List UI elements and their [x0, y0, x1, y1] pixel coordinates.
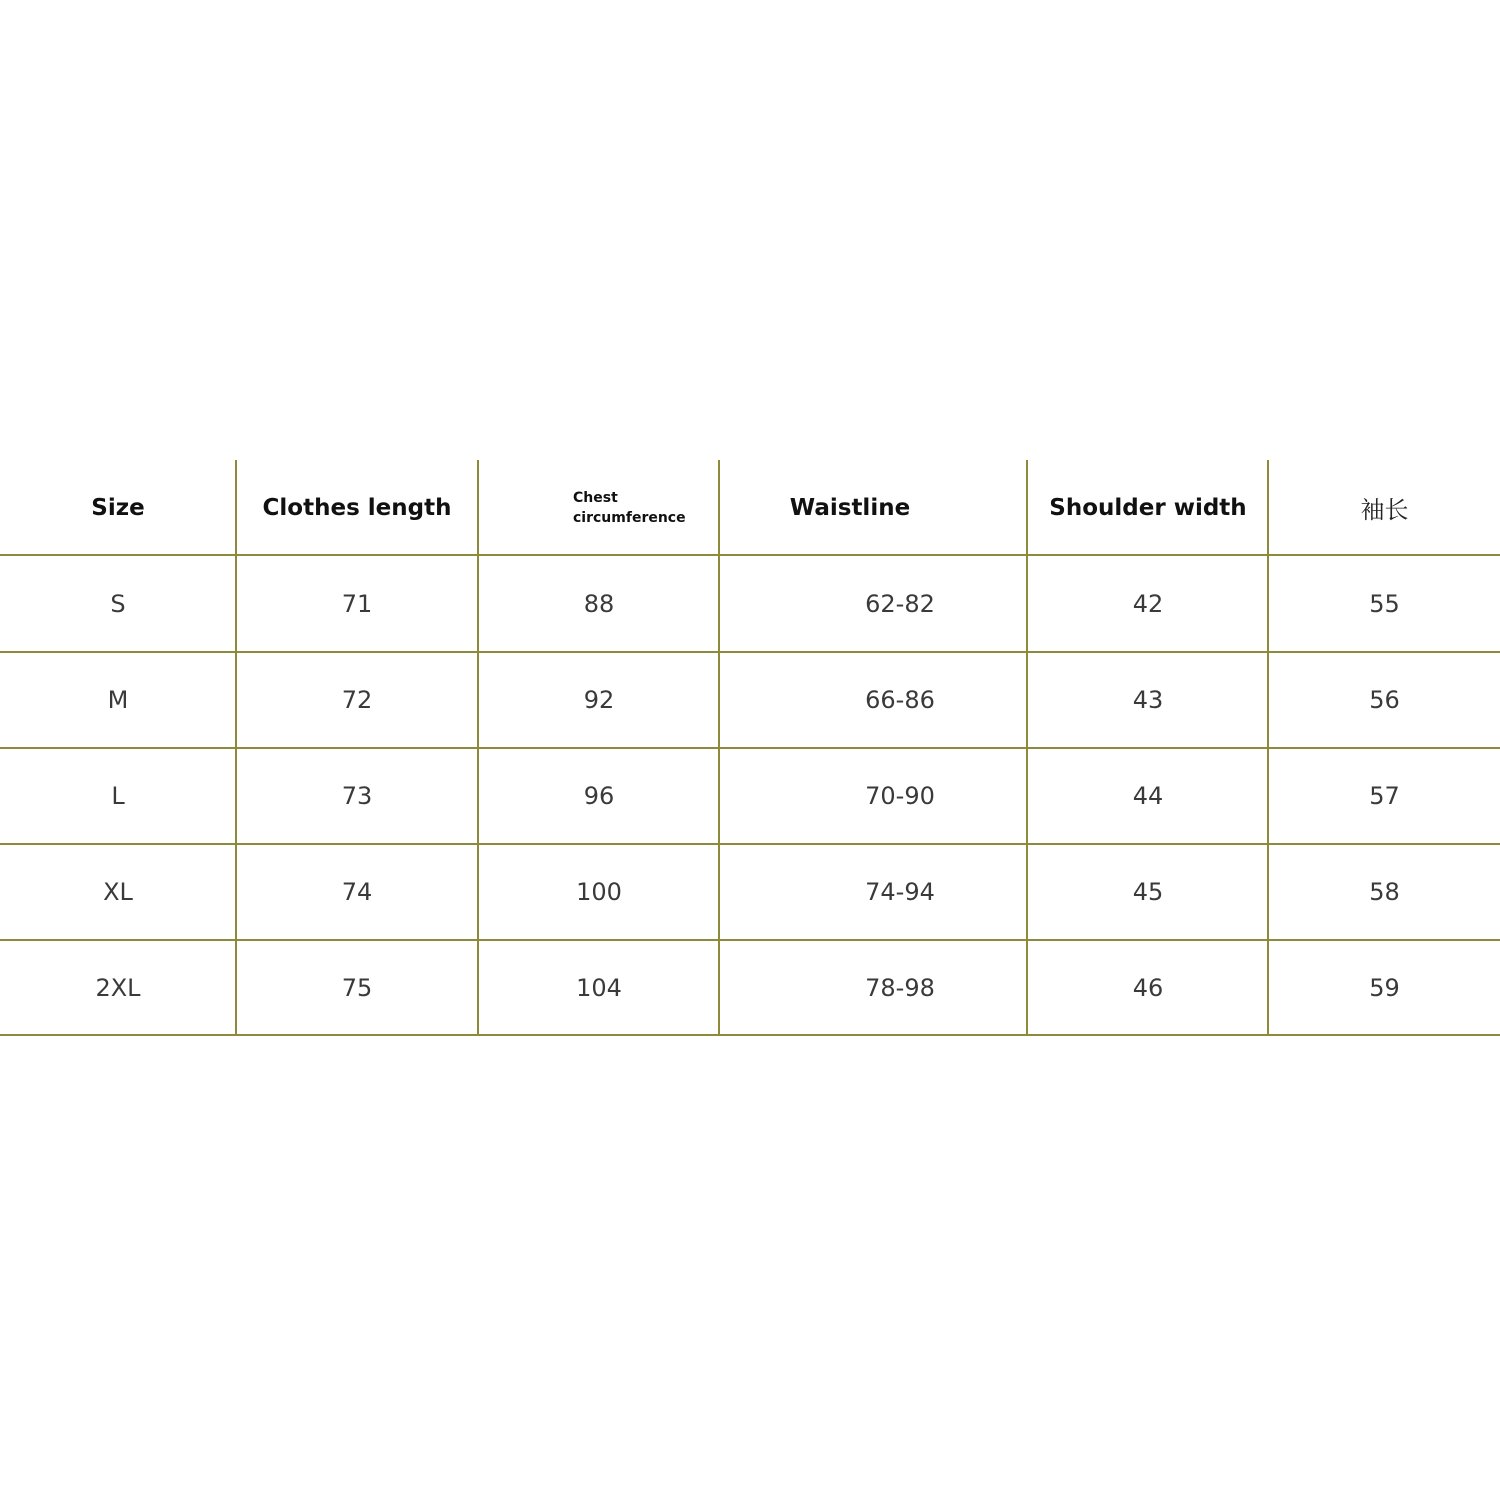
- grid-vline: [1026, 460, 1028, 1036]
- cell-chest: 92: [583, 686, 615, 714]
- cell-clothes-length: 71: [341, 590, 373, 618]
- size-chart-table: [0, 460, 1500, 1036]
- cell-size: S: [110, 590, 126, 618]
- header-sleeve-length: 袖长: [1360, 496, 1409, 524]
- grid-hline: [0, 651, 1500, 653]
- grid-vline: [235, 460, 237, 1036]
- grid-vline: [718, 460, 720, 1036]
- header-chest-circumference: Chest circumference: [573, 489, 686, 526]
- cell-waistline: 70-90: [865, 782, 935, 810]
- cell-sleeve-length: 56: [1369, 686, 1400, 714]
- cell-size: 2XL: [95, 974, 141, 1002]
- cell-waistline: 66-86: [865, 686, 935, 714]
- cell-shoulder-width: 42: [1132, 590, 1164, 618]
- cell-sleeve-length: 58: [1369, 878, 1400, 906]
- cell-waistline: 62-82: [865, 590, 935, 618]
- cell-chest: 96: [583, 782, 615, 810]
- header-shoulder-width: Shoulder width: [1049, 494, 1247, 521]
- cell-size: M: [107, 686, 129, 714]
- table-row: [0, 748, 1500, 844]
- header-waistline: Waistline: [789, 494, 911, 521]
- header-size: Size: [91, 494, 145, 521]
- grid-hline: [0, 1034, 1500, 1036]
- cell-shoulder-width: 43: [1132, 686, 1164, 714]
- grid-hline: [0, 939, 1500, 941]
- table-row: [0, 652, 1500, 748]
- cell-sleeve-length: 59: [1369, 974, 1400, 1002]
- cell-chest: 100: [576, 878, 622, 906]
- cell-sleeve-length: 57: [1369, 782, 1400, 810]
- cell-sleeve-length: 55: [1369, 590, 1400, 618]
- cell-clothes-length: 72: [341, 686, 373, 714]
- cell-shoulder-width: 45: [1132, 878, 1164, 906]
- header-clothes-length: Clothes length: [262, 494, 452, 521]
- grid-hline: [0, 843, 1500, 845]
- cell-waistline: 74-94: [865, 878, 935, 906]
- grid-hline: [0, 747, 1500, 749]
- grid-hline: [0, 554, 1500, 556]
- table-header-row: [0, 460, 1500, 555]
- grid-vline: [477, 460, 479, 1036]
- cell-chest: 88: [583, 590, 615, 618]
- cell-clothes-length: 75: [341, 974, 373, 1002]
- table-row: [0, 556, 1500, 652]
- cell-clothes-length: 74: [341, 878, 373, 906]
- cell-size: XL: [103, 878, 133, 906]
- table-row: [0, 940, 1500, 1036]
- cell-waistline: 78-98: [865, 974, 935, 1002]
- table-row: [0, 844, 1500, 940]
- cell-chest: 104: [576, 974, 622, 1002]
- cell-clothes-length: 73: [341, 782, 373, 810]
- cell-shoulder-width: 46: [1132, 974, 1164, 1002]
- grid-vline: [1267, 460, 1269, 1036]
- cell-size: L: [111, 782, 125, 810]
- cell-shoulder-width: 44: [1132, 782, 1164, 810]
